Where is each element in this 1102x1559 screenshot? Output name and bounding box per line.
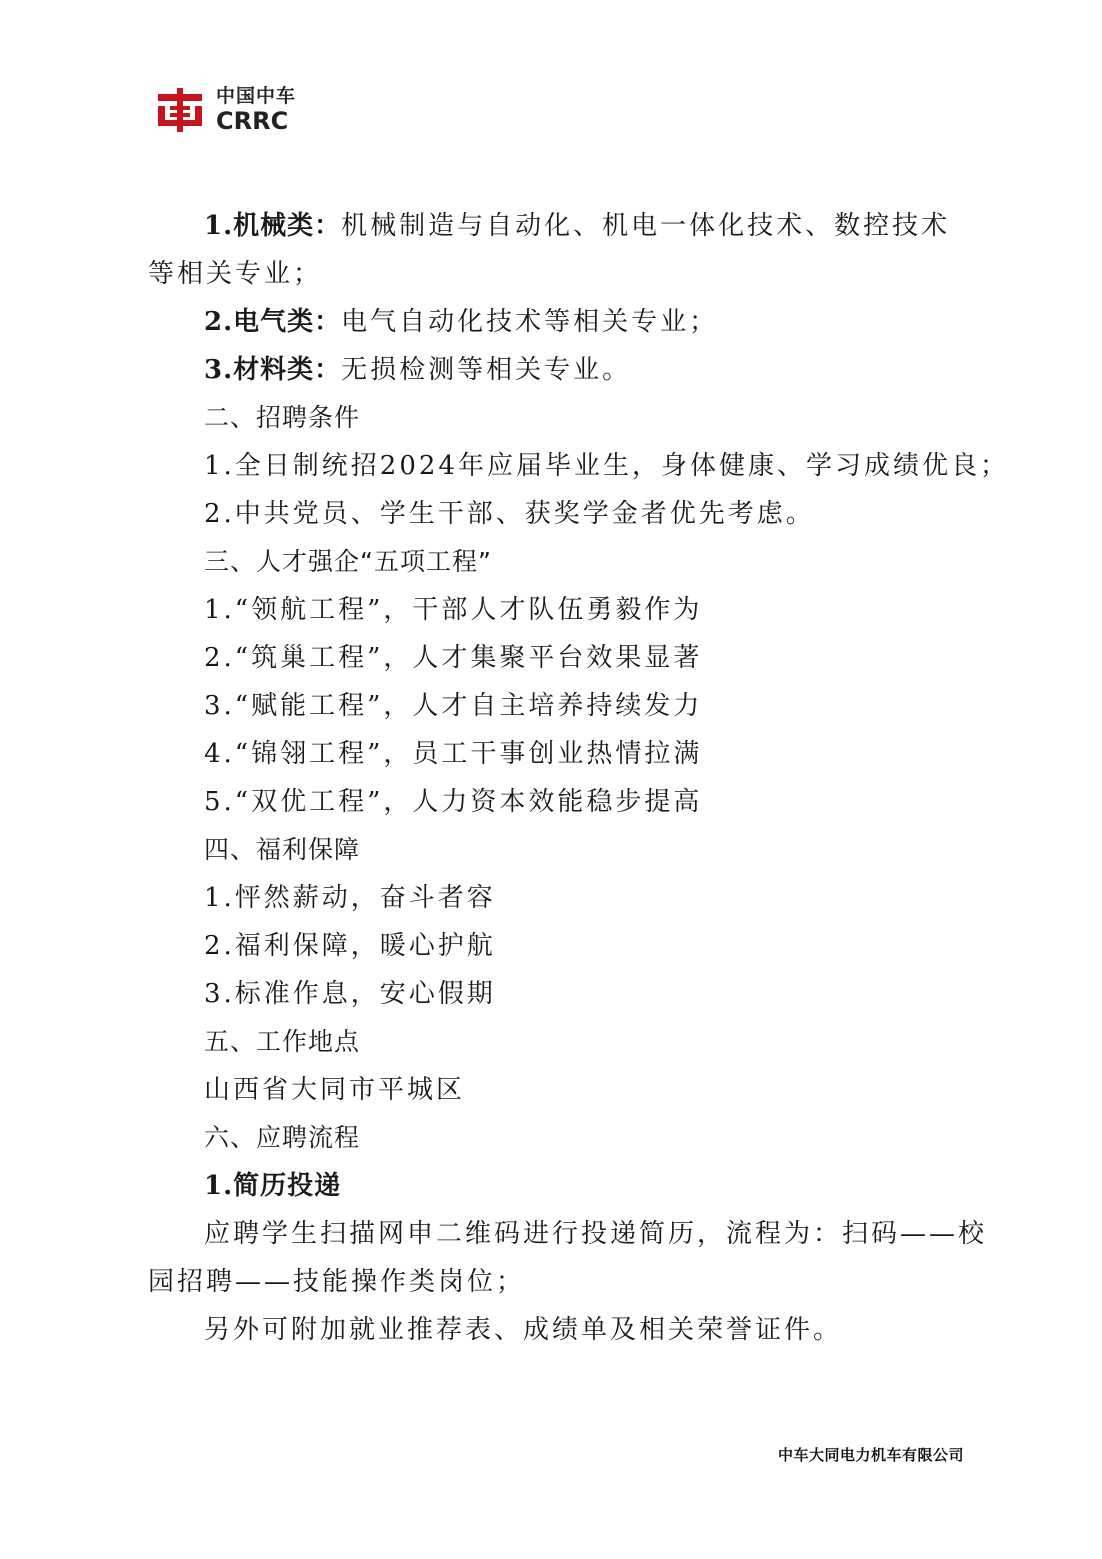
section-heading-conditions: 二、招聘条件 — [204, 403, 361, 432]
major-text: 机械制造与自动化、机电一体化技术、数控技术 — [341, 211, 951, 241]
section-heading-location: 五、工作地点 — [204, 1027, 361, 1056]
logo-chinese-name: 中国中车 — [216, 85, 297, 107]
attachments-paragraph: 另外可附加就业推荐表、成绩单及相关荣誉证件。 — [204, 1315, 843, 1345]
crrc-logo-icon — [156, 86, 204, 134]
process-paragraph: 应聘学生扫描网申二维码进行投递简历，流程为：扫码——校 — [204, 1219, 988, 1249]
major-electrical — [148, 298, 968, 346]
company-footer: 中车大同电力机车有限公司 — [777, 1446, 964, 1464]
section-heading-benefits: 四、福利保障 — [204, 835, 361, 864]
list-item: 1.全日制统招2024年应届毕业生，身体健康、学习成绩优良； — [204, 451, 1009, 481]
major-text: 电气自动化技术等相关专业； — [341, 307, 719, 337]
list-item: 3.“赋能工程”，人才自主培养持续发力 — [204, 691, 703, 721]
document-body — [148, 202, 1009, 1354]
list-item: 2.“筑巢工程”，人才集聚平台效果显著 — [204, 643, 703, 673]
logo-english-name: CRRC — [216, 107, 289, 135]
sub-heading-resume: 1.简历投递 — [204, 1171, 342, 1201]
list-item: 2.中共党员、学生干部、获奖学金者优先考虑。 — [204, 499, 815, 529]
list-item: 1.怦然薪动，奋斗者容 — [204, 883, 496, 913]
major-label: 1.机械类： — [204, 211, 342, 241]
list-item: 3.标准作息，安心假期 — [204, 979, 496, 1009]
list-item: 5.“双优工程”，人力资本效能稳步提高 — [204, 787, 703, 817]
list-item: 2.福利保障，暖心护航 — [204, 931, 496, 961]
crrc-logo — [156, 86, 296, 134]
major-mechanical — [148, 202, 968, 250]
section-heading-process: 六、应聘流程 — [204, 1123, 361, 1152]
process-paragraph-cont: 园招聘——技能操作类岗位； — [148, 1267, 526, 1297]
major-label: 2.电气类： — [204, 307, 342, 337]
section-heading-projects: 三、人才强企“五项工程” — [204, 547, 492, 576]
list-item: 4.“锦翎工程”，员工干事创业热情拉满 — [204, 739, 703, 769]
work-location: 山西省大同市平城区 — [204, 1075, 466, 1105]
major-text: 无损检测等相关专业。 — [341, 355, 632, 385]
list-item: 1.“领航工程”，干部人才队伍勇毅作为 — [204, 595, 703, 625]
major-mechanical-cont: 等相关专业； — [148, 259, 323, 289]
major-label: 3.材料类： — [204, 355, 342, 385]
major-materials — [148, 346, 968, 394]
